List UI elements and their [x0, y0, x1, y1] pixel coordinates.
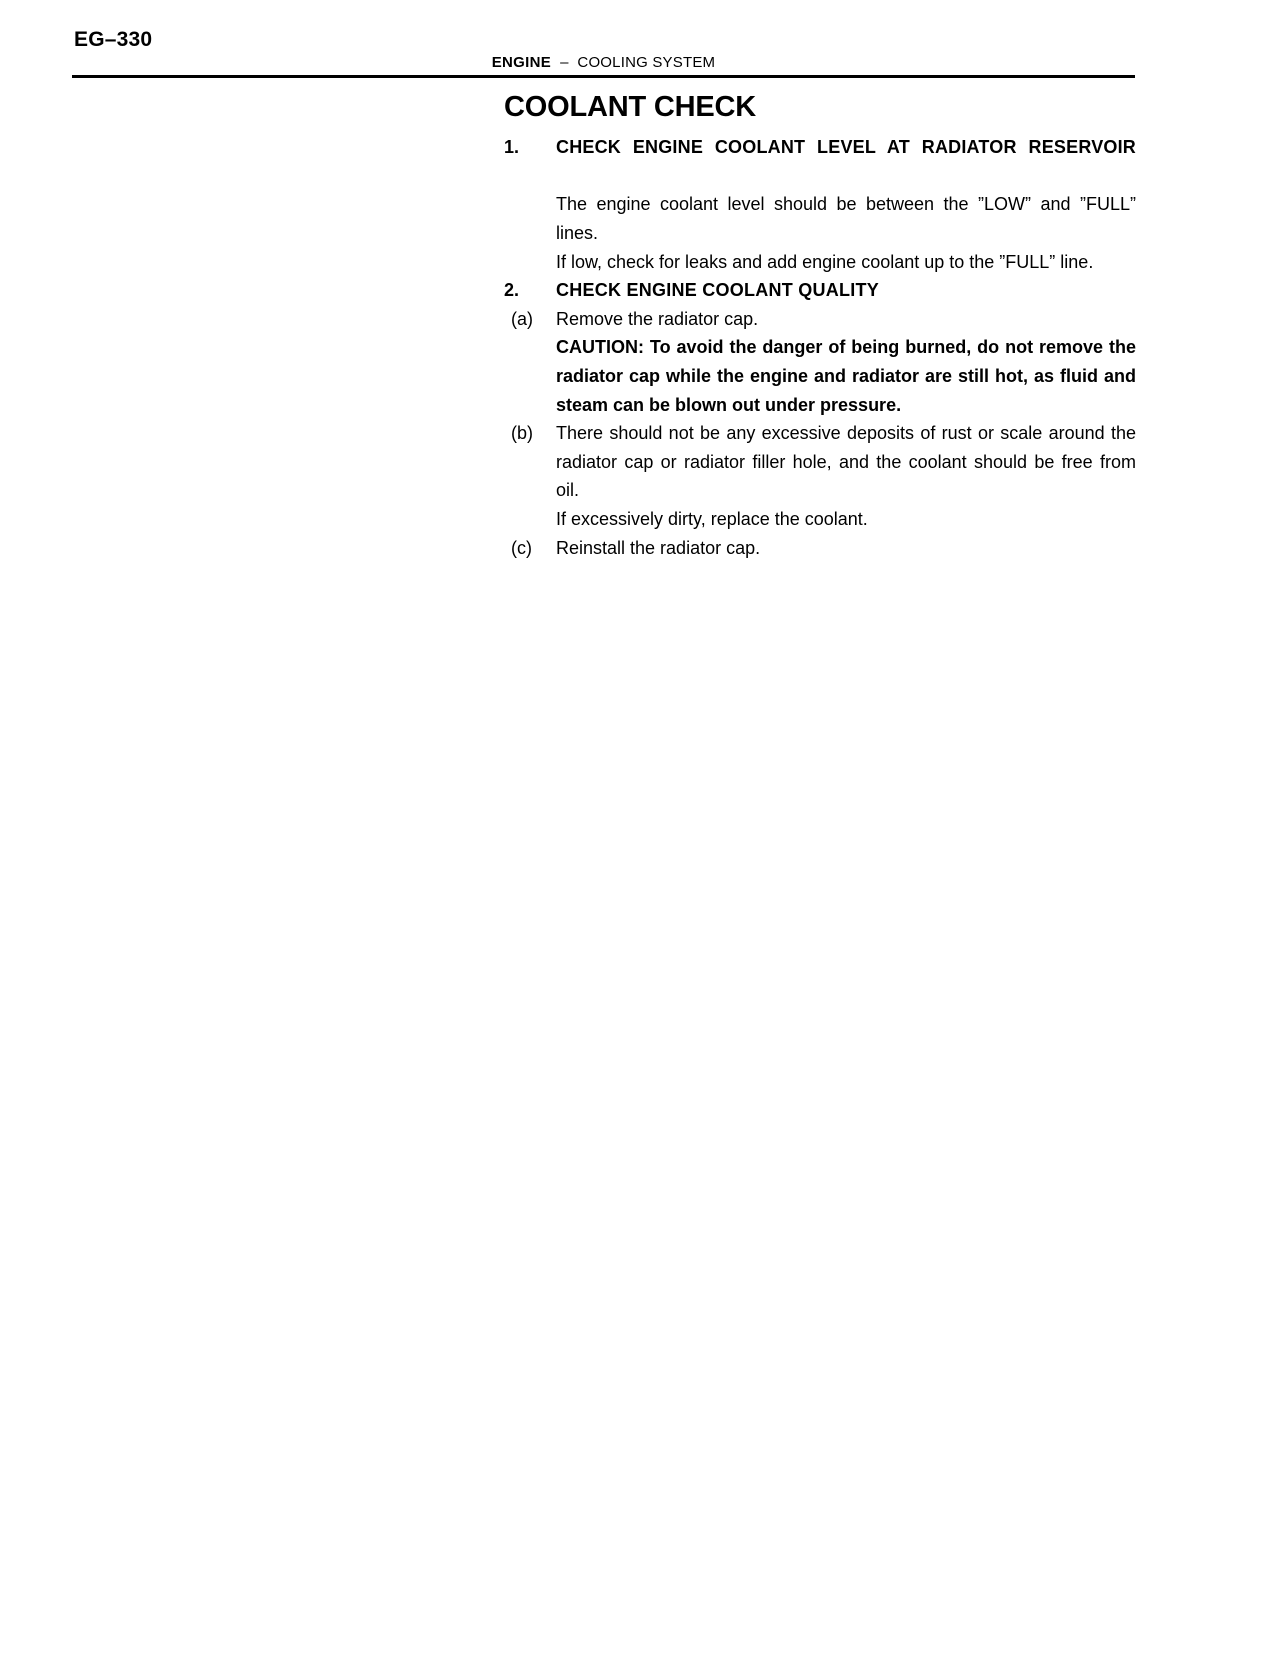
- running-head-separator: –: [560, 54, 569, 71]
- step-paragraph: The engine coolant level should be between the ”LOW” and ”FULL” lines.: [556, 194, 1136, 243]
- step-marker: 2.: [504, 280, 520, 301]
- step-marker: 1.: [504, 137, 520, 158]
- step-paragraph: If excessively dirty, replace the coolant.: [556, 508, 868, 529]
- step-body: [556, 305, 1136, 419]
- content-column: [504, 90, 1136, 562]
- step-2: [504, 276, 1136, 305]
- step-a: [504, 305, 1136, 419]
- page-number: EG–330: [74, 28, 153, 51]
- step-heading: CHECK ENGINE COOLANT QUALITY: [556, 280, 880, 301]
- step-paragraph: There should not be any excessive deposits of rust or scale around the radiator cap or radiator filler hole, and the coolant should be free from oil.: [556, 423, 1136, 501]
- step-body: [556, 419, 1136, 533]
- step-marker: (c): [511, 537, 532, 558]
- step-paragraph: Remove the radiator cap.: [556, 308, 759, 329]
- step-paragraph: Reinstall the radiator cap.: [556, 537, 761, 558]
- caution-note: CAUTION: To avoid the danger of being burned, do not remove the radiator cap while the engine and radiator are still hot, as fluid and steam can be blown out under pressure.: [556, 337, 1136, 415]
- header-divider: [72, 75, 1135, 78]
- step-heading: CHECK ENGINE COOLANT LEVEL AT RADIATOR RESERVOIR: [556, 137, 1136, 158]
- step-paragraph: If low, check for leaks and add engine coolant up to the ”FULL” line.: [556, 251, 1094, 272]
- step-b: [504, 419, 1136, 533]
- step-body: [556, 133, 1136, 276]
- step-c: [504, 534, 1136, 563]
- running-head: [72, 54, 1135, 71]
- step-marker: (b): [511, 423, 533, 444]
- step-body: [556, 276, 1136, 305]
- running-head-secondary: COOLING SYSTEM: [577, 54, 716, 71]
- step-body: [556, 534, 1136, 563]
- step-marker: (a): [511, 308, 533, 329]
- running-head-primary: ENGINE: [491, 54, 552, 71]
- step-1: [504, 133, 1136, 276]
- page-title: COOLANT CHECK: [504, 91, 756, 123]
